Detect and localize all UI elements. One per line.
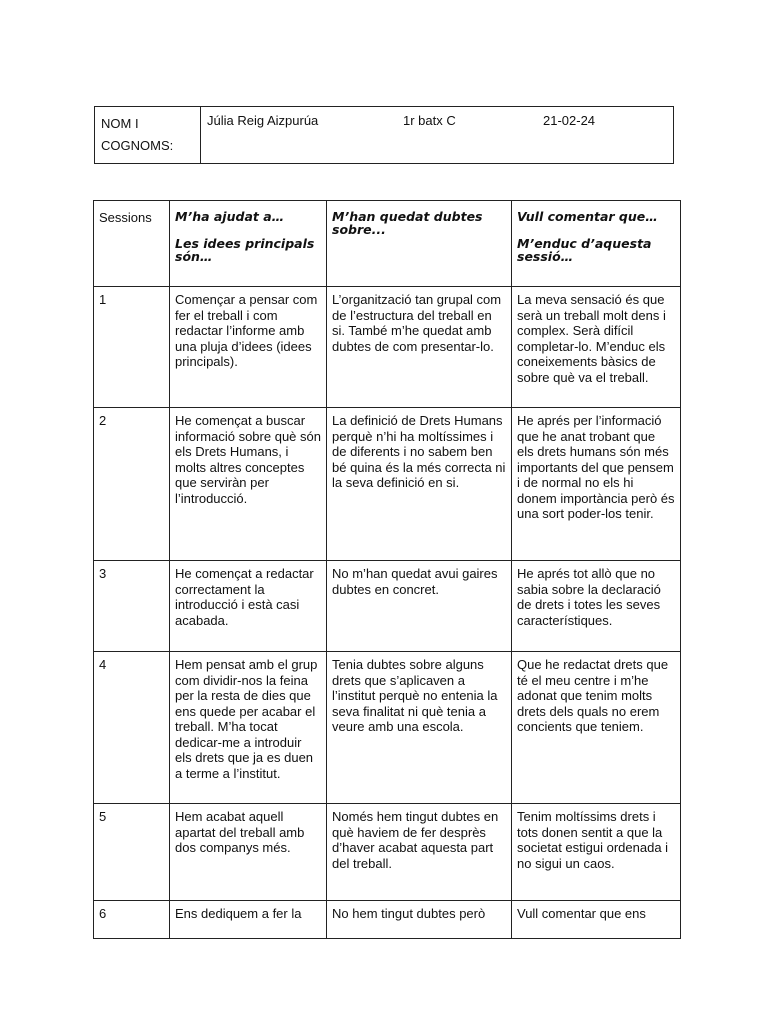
table-row — [94, 804, 681, 901]
name-label-cell — [95, 107, 201, 163]
session-number: 2 — [94, 408, 170, 561]
doubts-cell: No hem tingut dubtes però — [327, 901, 512, 939]
student-class: 1r batx C — [403, 113, 456, 128]
header-sessions: Sessions — [94, 201, 170, 287]
header-helped — [170, 201, 327, 287]
session-number: 3 — [94, 561, 170, 652]
header-helped-line1: M’ha ajudat a… — [175, 209, 285, 224]
comment-cell: Que he redactat drets que té el meu centre i m’he adonat que tenim molts drets dels quals no erem concients que teniem. — [512, 652, 681, 804]
header-comment-line2: M’enduc d’aquesta sessió… — [517, 236, 652, 264]
table-row — [94, 408, 681, 561]
comment-cell: La meva sensació és que serà un treball molt dens i complex. Serà difícil completar-lo. M’enduc els coneixements bàsics de sobre què va el treball. — [512, 287, 681, 408]
table-row — [94, 561, 681, 652]
sessions-table — [93, 200, 681, 939]
session-number: 1 — [94, 287, 170, 408]
student-name: Júlia Reig Aizpurúa — [207, 113, 319, 128]
table-row — [94, 287, 681, 408]
helped-cell: Començar a pensar com fer el treball i com redactar l’informe amb una pluja d’idees (idees principals). — [170, 287, 327, 408]
helped-cell: Hem acabat aquell apartat del treball amb dos companys més. — [170, 804, 327, 901]
header-doubts: M’han quedat dubtes sobre... — [327, 201, 512, 287]
helped-cell: Hem pensat amb el grup com dividir-nos la feina per la resta de dies que ens quede per acabar el treball. M’ha tocat dedicar-me a introduir els drets que ja es duen a terme a l’institut. — [170, 652, 327, 804]
document-date: 21-02-24 — [543, 113, 596, 128]
name-label-line1: NOM I — [101, 116, 139, 131]
doubts-cell: L’organització tan grupal com de l’estructura del treball en si. També m’he quedat amb dubtes de com presentar-lo. — [327, 287, 512, 408]
doubts-cell: Només hem tingut dubtes en què haviem de fer desprès d’haver acabat aquesta part del treball. — [327, 804, 512, 901]
table-header-row — [94, 201, 681, 287]
comment-cell: Vull comentar que ens — [512, 901, 681, 939]
doubts-cell: No m’han quedat avui gaires dubtes en concret. — [327, 561, 512, 652]
session-number: 5 — [94, 804, 170, 901]
session-number: 4 — [94, 652, 170, 804]
table-row — [94, 901, 681, 939]
student-info-box — [94, 106, 674, 164]
comment-cell: Tenim moltíssims drets i tots donen sentit a que la societat estigui ordenada i no sigui un caos. — [512, 804, 681, 901]
helped-cell: He començat a redactar correctament la introducció i està casi acabada. — [170, 561, 327, 652]
comment-cell: He aprés per l’informació que he anat trobant que els drets humans són més importants del que pensem i de normal no els hi donem importància però és una sort poder-los tenir. — [512, 408, 681, 561]
session-number: 6 — [94, 901, 170, 939]
table-row — [94, 652, 681, 804]
comment-cell: He aprés tot allò que no sabia sobre la declaració de drets i totes les seves característiques. — [512, 561, 681, 652]
doubts-cell: La definició de Drets Humans perquè n’hi ha moltíssimes i de diferents i no sabem ben bé quina és la més correcta ni la seva definició en si. — [327, 408, 512, 561]
doubts-cell: Tenia dubtes sobre alguns drets que s’aplicaven a l’institut perquè no entenia la seva finalitat ni què tenia a veure amb una escola. — [327, 652, 512, 804]
helped-cell: Ens dediquem a fer la — [170, 901, 327, 939]
name-label-line2: COGNOMS: — [101, 138, 174, 153]
helped-cell: He començat a buscar informació sobre què són els Drets Humans, i molts altres conceptes que serviràn per l’introducció. — [170, 408, 327, 561]
header-comment — [512, 201, 681, 287]
header-helped-line2: Les idees principals són… — [175, 236, 315, 264]
header-comment-line1: Vull comentar que… — [517, 209, 658, 224]
